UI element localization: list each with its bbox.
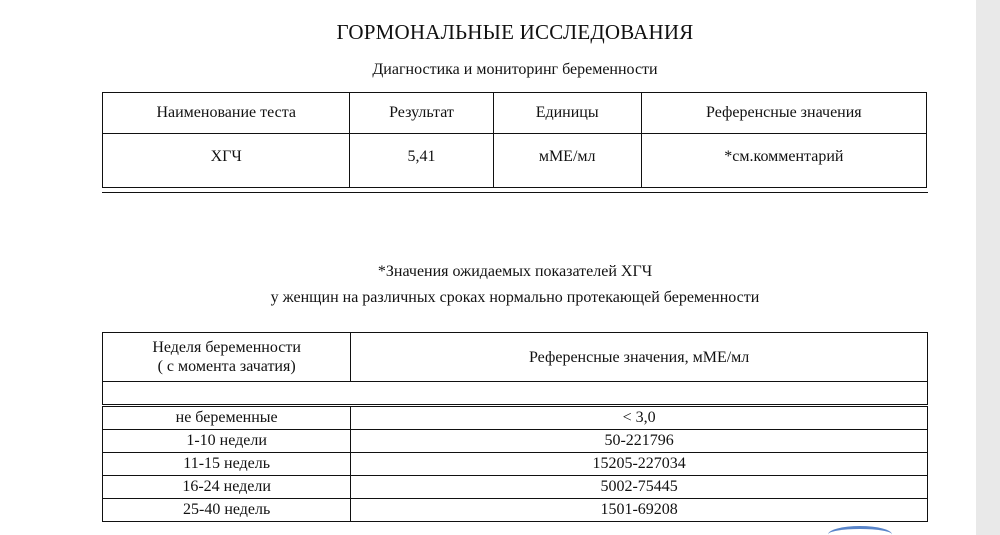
table-row <box>103 476 928 499</box>
spacer-row <box>103 382 928 406</box>
column-header-reference: Референсные значения <box>641 93 926 134</box>
table-row <box>103 499 928 522</box>
range-cell: 50-221796 <box>351 430 928 453</box>
document-title: ГОРМОНАЛЬНЫЕ ИССЛЕДОВАНИЯ <box>336 20 694 44</box>
column-header-week-line2: ( с момента зачатия) <box>157 358 296 375</box>
reference-header-row <box>103 333 928 382</box>
document-subtitle: Диагностика и мониторинг беременности <box>372 61 658 78</box>
week-cell: 16-24 недели <box>103 476 351 499</box>
column-header-week-line1: Неделя беременности <box>152 339 301 356</box>
column-header-units: Единицы <box>493 93 641 134</box>
result-value-cell: 5,41 <box>350 134 493 188</box>
week-cell: не беременные <box>103 406 351 430</box>
spacer-cell <box>103 382 928 406</box>
range-cell: 5002-75445 <box>351 476 928 499</box>
stamp-mark <box>828 526 892 535</box>
units-cell: мМЕ/мл <box>493 134 641 188</box>
week-cell: 11-15 недель <box>103 453 351 476</box>
table-row <box>103 134 927 188</box>
reference-table <box>102 332 928 522</box>
column-header-week <box>103 333 351 382</box>
week-cell: 1-10 недели <box>103 430 351 453</box>
week-cell: 25-40 недель <box>103 499 351 522</box>
range-cell: 1501-69208 <box>351 499 928 522</box>
note-line-1: *Значения ожидаемых показателей ХГЧ <box>377 263 653 280</box>
range-cell: < 3,0 <box>351 406 928 430</box>
test-name-cell: ХГЧ <box>103 134 350 188</box>
table-row <box>103 406 928 430</box>
table-row <box>103 453 928 476</box>
column-header-result: Результат <box>350 93 493 134</box>
note-line-2: у женщин на различных сроках нормально протекающей беременности <box>270 289 760 306</box>
table-row <box>103 430 928 453</box>
column-header-values: Референсные значения, мМЕ/мл <box>351 333 928 382</box>
results-header-row <box>103 93 927 134</box>
range-cell: 15205-227034 <box>351 453 928 476</box>
results-table <box>102 92 927 188</box>
column-header-test-name: Наименование теста <box>103 93 350 134</box>
reference-cell: *см.комментарий <box>641 134 926 188</box>
table-double-rule <box>102 192 928 193</box>
